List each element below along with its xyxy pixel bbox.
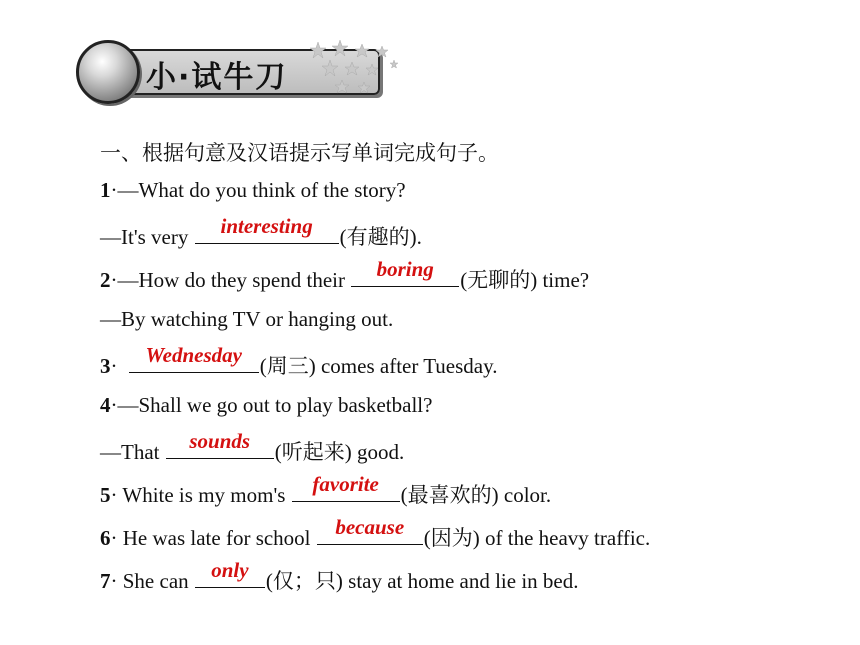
answer-blank[interactable]: [166, 429, 274, 459]
question-6: [100, 515, 651, 552]
answer-blank[interactable]: [195, 214, 339, 244]
sentence-suffix: (周三) comes after Tuesday.: [259, 354, 498, 378]
question-7: [100, 558, 579, 595]
question-text: —What do you think of the story?: [117, 178, 406, 202]
stars-icon: [308, 40, 408, 100]
sentence-prefix: [118, 354, 123, 378]
answer-line-4: [100, 429, 405, 466]
question-number: 4: [100, 393, 111, 417]
sentence-prefix: He was late for school: [117, 526, 316, 550]
answer-blank[interactable]: [129, 343, 259, 373]
answer-line-1: [100, 214, 422, 251]
answer-line-2: [100, 307, 393, 332]
answer-blank[interactable]: [292, 472, 400, 502]
sentence-prefix: —How do they spend their: [117, 268, 351, 292]
answer-blank[interactable]: [317, 515, 423, 545]
question-1: [100, 178, 406, 203]
question-3: [100, 343, 498, 380]
answer-text: boring: [376, 257, 434, 281]
separator: ·: [110, 526, 118, 550]
answer-blank[interactable]: [195, 558, 265, 588]
section-banner: [76, 40, 406, 102]
question-number: 6: [100, 526, 111, 550]
separator: ·: [110, 393, 118, 417]
separator: ·: [110, 178, 118, 202]
separator: ·: [110, 354, 118, 378]
question-number: 5: [100, 483, 111, 507]
answer-text: interesting: [220, 214, 313, 238]
sentence-prefix: White is my mom's: [117, 483, 291, 507]
question-number: 7: [100, 569, 111, 593]
answer-text: sounds: [189, 429, 251, 453]
question-number: 1: [100, 178, 111, 202]
question-text: —By watching TV or hanging out.: [100, 307, 394, 331]
sentence-suffix: (有趣的).: [339, 225, 422, 249]
separator: ·: [110, 569, 118, 593]
sentence-prefix: She can: [117, 569, 194, 593]
sentence-suffix: (因为) of the heavy traffic.: [423, 526, 651, 550]
question-4: [100, 393, 432, 418]
question-number: 3: [100, 354, 111, 378]
question-2: [100, 257, 590, 294]
answer-text: Wednesday: [145, 343, 242, 367]
section-title: 一、根据句意及汉语提示写单词完成句子。: [100, 141, 499, 165]
sentence-suffix: (听起来) good.: [274, 440, 405, 464]
sentence-suffix: (仅；只) stay at home and lie in bed.: [265, 569, 579, 593]
answer-blank[interactable]: [351, 257, 459, 287]
banner-title: 小·试牛刀: [146, 60, 288, 95]
sentence-prefix: —It's very: [100, 225, 194, 249]
question-5: [100, 472, 552, 509]
sentence-suffix: (最喜欢的) color.: [400, 483, 552, 507]
sentence-suffix: (无聊的) time?: [460, 268, 590, 292]
answer-text: favorite: [312, 472, 379, 496]
answer-text: only: [211, 558, 249, 582]
separator: ·: [110, 483, 118, 507]
separator: ·: [110, 268, 118, 292]
answer-text: because: [335, 515, 405, 539]
sentence-prefix: —That: [100, 440, 165, 464]
question-number: 2: [100, 268, 111, 292]
question-text: —Shall we go out to play basketball?: [117, 393, 433, 417]
banner-ball-icon: [76, 40, 140, 104]
